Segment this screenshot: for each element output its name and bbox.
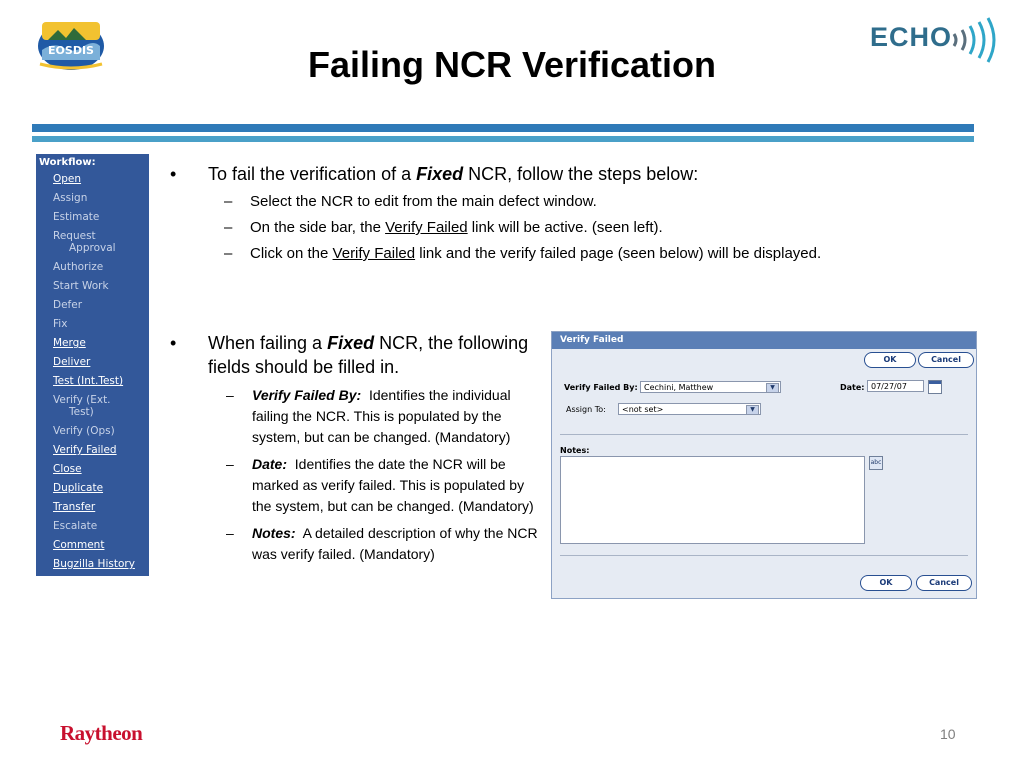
- bullet-emphasis: Fixed: [327, 333, 375, 353]
- instructions-section: [170, 163, 970, 263]
- workflow-item-label: Verify (Ext.: [53, 394, 111, 406]
- sub-bullet-text: Select the NCR to edit from the main defect window.: [250, 193, 597, 210]
- sub-bullet-notes: [170, 523, 542, 565]
- verify-failed-link-text: Verify Failed: [385, 219, 468, 236]
- bullet-emphasis: Fixed: [416, 164, 464, 184]
- workflow-item-assign: Assign: [53, 192, 88, 204]
- workflow-item-escalate: Escalate: [53, 520, 98, 532]
- assign-to-select[interactable]: [618, 403, 761, 415]
- workflow-item-comment[interactable]: Comment: [53, 539, 105, 551]
- date-label: Date:: [840, 383, 865, 392]
- workflow-item-verify-ext-test: [39, 394, 149, 418]
- field-name: Date:: [252, 456, 288, 472]
- sub-bullet-text: link will be active. (seen left).: [467, 219, 663, 236]
- field-description: A detailed description of why the NCR was verify failed. (Mandatory): [252, 525, 538, 562]
- field-description: Identifies the individual failing the NCR. This is populated by the system, but can be changed. (Mandatory): [252, 387, 511, 445]
- field-name: Verify Failed By:: [252, 387, 362, 403]
- bullet-when-failing: [170, 331, 542, 379]
- workflow-item-open[interactable]: Open: [53, 173, 82, 185]
- workflow-list: [39, 173, 149, 570]
- workflow-item-verify-ops: Verify (Ops): [53, 425, 115, 437]
- sub-bullet-text: link and the verify failed page (seen below) will be displayed.: [415, 245, 822, 262]
- cancel-button-top[interactable]: Cancel: [918, 352, 974, 368]
- ok-button-top[interactable]: OK: [864, 352, 916, 368]
- workflow-item-authorize: Authorize: [53, 261, 104, 273]
- notes-textarea[interactable]: [560, 456, 865, 544]
- sub-bullet-date: [170, 454, 542, 517]
- field-description: Identifies the date the NCR will be marked as verify failed. This is populated by the system, but can be changed. (Mandatory): [252, 456, 534, 514]
- workflow-item-duplicate[interactable]: Duplicate: [53, 482, 104, 494]
- divider: [560, 555, 968, 556]
- bullet-marker: •: [170, 164, 177, 184]
- calendar-icon[interactable]: [928, 380, 942, 394]
- workflow-item-bugzilla-history[interactable]: Bugzilla History: [53, 558, 135, 570]
- workflow-item-close[interactable]: Close: [53, 463, 82, 475]
- notes-label: Notes:: [560, 446, 590, 455]
- fields-section: [170, 331, 542, 565]
- bullet-text: NCR, follow the steps below:: [463, 164, 699, 184]
- verify-failed-link-text: Verify Failed: [332, 245, 416, 262]
- bullet-marker: •: [170, 333, 177, 353]
- workflow-item-merge[interactable]: Merge: [53, 337, 86, 349]
- chevron-down-icon: ▼: [746, 405, 759, 415]
- raytheon-logo: Raytheon: [60, 721, 143, 745]
- sub-bullet-text: On the side bar, the: [250, 219, 386, 236]
- sub-bullet-click-link: [170, 244, 970, 263]
- field-name: Notes:: [252, 525, 296, 541]
- bullet-text: When failing a: [208, 333, 328, 353]
- page-title: Failing NCR Verification: [307, 44, 717, 85]
- workflow-title: Workflow:: [39, 157, 96, 168]
- workflow-sidebar: [36, 154, 149, 576]
- cancel-button-bottom[interactable]: Cancel: [916, 575, 972, 591]
- workflow-item-deliver[interactable]: Deliver: [53, 356, 91, 368]
- dash-marker: –: [224, 245, 233, 262]
- svg-text:EOSDIS: EOSDIS: [48, 44, 94, 57]
- bullet-text: To fail the verification of a: [208, 164, 417, 184]
- date-input[interactable]: 07/27/07: [867, 380, 924, 392]
- workflow-item-verify-failed[interactable]: Verify Failed: [53, 444, 117, 456]
- sub-bullet-select-ncr: [170, 192, 970, 211]
- sub-bullet-side-bar: [170, 218, 970, 237]
- assign-to-label: Assign To:: [566, 405, 606, 414]
- verify-failed-by-value: Cechini, Matthew: [644, 383, 714, 392]
- dash-marker: –: [224, 193, 233, 210]
- dash-marker: –: [224, 219, 233, 236]
- workflow-item-request-approval: [39, 230, 149, 254]
- header-rule-light: [32, 136, 974, 142]
- bullet-fail-verification: [170, 163, 970, 185]
- workflow-item-label-continued: Test): [69, 406, 94, 418]
- workflow-item-test-int[interactable]: Test (Int.Test): [53, 375, 124, 387]
- dialog-title: Verify Failed: [552, 332, 976, 349]
- verify-failed-by-label: Verify Failed By:: [564, 383, 638, 392]
- divider: [560, 434, 968, 435]
- verify-failed-dialog: [551, 331, 977, 599]
- dash-marker: –: [226, 387, 234, 403]
- verify-failed-by-select[interactable]: [640, 381, 781, 393]
- page-number: 10: [940, 726, 956, 742]
- workflow-item-start-work: Start Work: [53, 280, 109, 292]
- sub-bullet-text: Click on the: [250, 245, 333, 262]
- echo-waves-icon: [950, 16, 1010, 64]
- assign-to-value: <not set>: [622, 405, 664, 414]
- ok-button-bottom[interactable]: OK: [860, 575, 912, 591]
- workflow-item-defer: Defer: [53, 299, 83, 311]
- workflow-item-fix: Fix: [53, 318, 68, 330]
- workflow-item-transfer[interactable]: Transfer: [53, 501, 96, 513]
- echo-logo: [870, 16, 1010, 64]
- workflow-item-estimate: Estimate: [53, 211, 100, 223]
- bullet-text: NCR, the following fields should be filled in.: [208, 333, 529, 377]
- workflow-item-label-continued: Approval: [69, 242, 116, 254]
- dash-marker: –: [226, 456, 234, 472]
- sub-bullet-verify-failed-by: [170, 385, 542, 448]
- header-rule-dark: [32, 124, 974, 132]
- spellcheck-icon[interactable]: abc: [869, 456, 883, 470]
- chevron-down-icon: ▼: [766, 383, 779, 393]
- echo-logo-text: ECHO: [870, 22, 953, 52]
- dash-marker: –: [226, 525, 234, 541]
- workflow-item-label: Request: [53, 230, 96, 242]
